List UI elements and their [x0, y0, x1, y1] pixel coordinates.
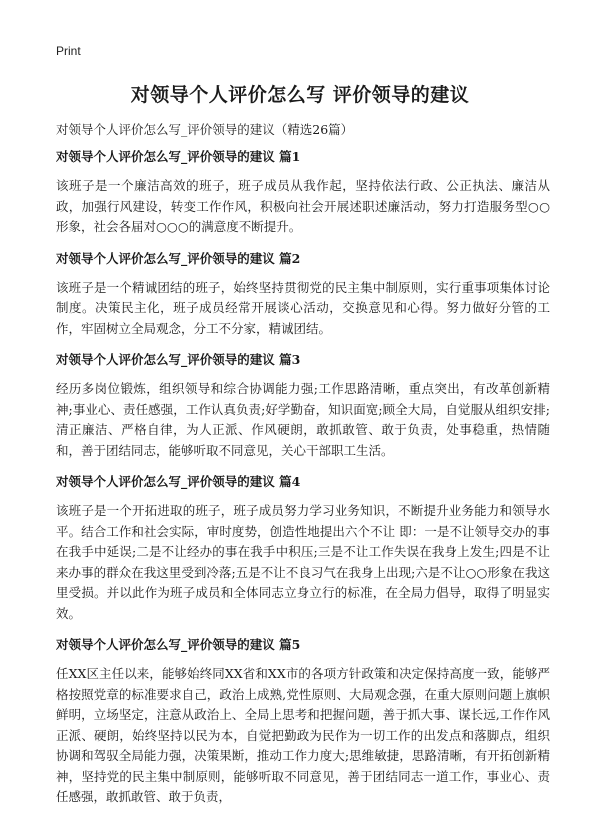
section-heading: 对领导个人评价怎么写_评价领导的建议 篇3 [56, 352, 301, 367]
section-5 [56, 636, 550, 808]
document-subtitle: 对领导个人评价怎么写_评价领导的建议（精选26篇） [56, 122, 354, 137]
section-heading: 对领导个人评价怎么写_评价领导的建议 篇4 [56, 474, 301, 489]
section-body: 该班子是一个精诚团结的班子，始终坚持贯彻党的民主集中制原则，实行重事项集体讨论制度。决策民主化，班子成员经常开展谈心活动，交换意见和心得。努力做好分管的工作，牢固树立全局观念，分工不分家，精诚团结。 [56, 279, 550, 336]
print-link[interactable]: Print [56, 44, 81, 58]
section-4 [56, 473, 550, 624]
section-heading: 对领导个人评价怎么写_评价领导的建议 篇1 [56, 149, 301, 164]
section-heading: 对领导个人评价怎么写_评价领导的建议 篇2 [56, 250, 301, 266]
page-title: 对领导个人评价怎么写 评价领导的建议 [130, 84, 470, 106]
section-heading: 对领导个人评价怎么写_评价领导的建议 篇5 [56, 637, 301, 652]
section-body: 该班子是一个廉洁高效的班子，班子成员从我作起，坚持依法行政、公正执法、廉洁从政，加强行风建设，转变工作作风，积极向社会开展述职述廉活动，努力打造服务型○○形象，社会各届对○○○的满意度不断提升。 [56, 178, 550, 234]
section-body: 该班子是一个开拓进取的班子，班子成员努力学习业务知识，不断提升业务能力和领导水平。结合工作和社会实际，审时度势，创造性地提出六个不让 即：一是不让领导交办的事在我手中延误;二是不让经办的事在我手中积压;三是不让工作失误在我身上发生;四是不让来办事的群众在我这里受到冷落;五是不让不良习气在我身上出现;六是不让○○形象在我这里受损。并以此作为班子成员和全体同志立身立行的标准，在全局力倡导，取得了明显实效。 [56, 503, 550, 621]
section-1 [56, 148, 550, 238]
section-3 [56, 351, 550, 461]
document-content [56, 148, 550, 820]
section-body: 任XX区主任以来，能够始终同XX省和XX市的各项方针政策和决定保持高度一致，能够严格按照党章的标准要求自己，政治上成熟,党性原则、大局观念强，在重大原则问题上旗帜鲜明，立场坚定，注意从政治上、全局上思考和把握问题，善于抓大事、谋长远,工作作风正派、硬朗，始终坚持以民为本，自觉把勤政为民作为一切工作的出发点和落脚点，组织协调和驾驭全局能力强，决策果断，推动工作力度大;思维敏捷，思路清晰，有开拓创新精神，坚持党的民主集中制原则，能够听取不同意见，善于团结同志一道工作，事业心、责任感强，敢抓敢管、敢于负责， [56, 666, 550, 804]
section-2 [56, 250, 550, 340]
section-body: 经历多岗位锻炼，组织领导和综合协调能力强;工作思路清晰，重点突出，有改革创新精神;事业心、责任感强，工作认真负责;好学勤奋，知识面宽;顾全大局，自觉服从组织安排;清正廉洁、严格自律，为人正派、作风硬朗，敢抓敢管、敢于负责，处事稳重，热情随和，善于团结同志，能够听取不同意见，关心干部职工生活。 [56, 381, 550, 458]
